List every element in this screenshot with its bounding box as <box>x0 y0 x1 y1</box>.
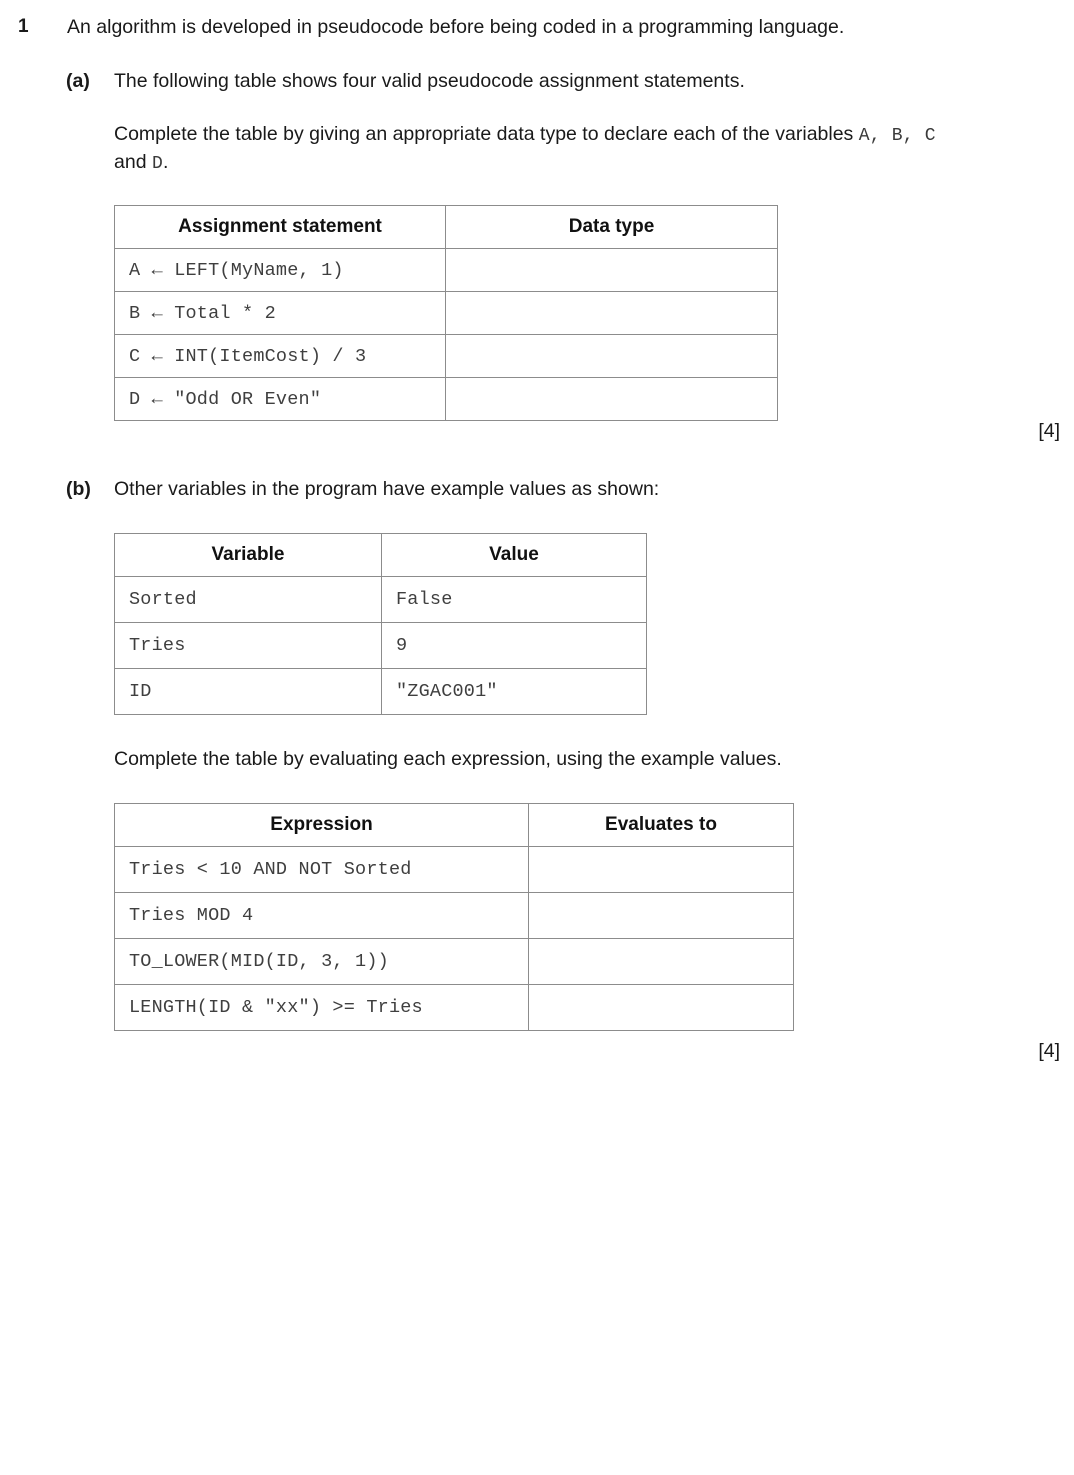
part-b-body <box>114 476 1060 503</box>
variable-value-cell: "ZGAC001" <box>382 669 647 715</box>
table-row <box>115 985 794 1031</box>
variable-name-cell: Sorted <box>115 577 382 623</box>
assignment-statement-cell: C ← INT(ItemCost) / 3 <box>115 335 446 378</box>
data-type-answer-cell[interactable] <box>446 292 778 335</box>
table-row <box>115 292 778 335</box>
table-row <box>115 893 794 939</box>
part-a-instruction-suffix: . <box>162 151 169 173</box>
variables-table-wrapper <box>114 533 647 715</box>
table-header-row <box>115 206 778 249</box>
expression-cell: LENGTH(ID & "xx") >= Tries <box>115 985 529 1031</box>
data-type-answer-cell[interactable] <box>446 249 778 292</box>
data-type-answer-cell[interactable] <box>446 335 778 378</box>
column-header-value: Value <box>382 534 647 577</box>
variable-value-cell: 9 <box>382 623 647 669</box>
column-header-expression: Expression <box>115 804 529 847</box>
expression-cell: Tries < 10 AND NOT Sorted <box>115 847 529 893</box>
variable-name-cell: ID <box>115 669 382 715</box>
marks-part-a: [4] <box>1038 420 1060 442</box>
part-a-instruction-prefix: Complete the table by giving an appropriate data type to declare each of the variables <box>114 122 859 145</box>
column-header-evaluates-to: Evaluates to <box>529 804 794 847</box>
assignment-statement-table-wrapper <box>114 205 778 421</box>
table-row <box>115 669 647 715</box>
evaluates-to-answer-cell[interactable] <box>529 939 794 985</box>
table-row <box>115 577 647 623</box>
expression-cell: Tries MOD 4 <box>115 893 529 939</box>
part-b-instruction: Complete the table by evaluating each expression, using the example values. <box>114 748 782 770</box>
column-header-variable: Variable <box>115 534 382 577</box>
table-row <box>115 335 778 378</box>
table-header-row <box>115 804 794 847</box>
part-a <box>0 68 1060 178</box>
data-type-answer-cell[interactable] <box>446 378 778 421</box>
assignment-statement-cell: D ← "Odd OR Even" <box>115 378 446 421</box>
expression-cell: TO_LOWER(MID(ID, 3, 1)) <box>115 939 529 985</box>
variable-name-cell: Tries <box>115 623 382 669</box>
table-row <box>115 623 647 669</box>
part-a-intro: The following table shows four valid pseudocode assignment statements. <box>114 70 745 92</box>
assignment-statement-table <box>114 205 778 421</box>
part-b-intro: Other variables in the program have example values as shown: <box>114 478 660 500</box>
part-a-body <box>114 68 1060 178</box>
variables-table <box>114 533 647 715</box>
evaluates-to-answer-cell[interactable] <box>529 847 794 893</box>
expressions-table-wrapper <box>114 803 794 1031</box>
assignment-statement-cell: B ← Total * 2 <box>115 292 446 335</box>
part-a-vars-abc: A, B, C <box>858 125 936 146</box>
part-b <box>0 476 1060 503</box>
variable-value-cell: False <box>382 577 647 623</box>
evaluates-to-answer-cell[interactable] <box>529 985 794 1031</box>
column-header-data-type: Data type <box>446 206 778 249</box>
question-number: 1 <box>18 16 29 37</box>
part-a-instruction <box>114 121 1060 178</box>
part-a-vars-d: D <box>151 154 163 174</box>
table-row <box>115 939 794 985</box>
marks-part-b: [4] <box>1038 1040 1060 1062</box>
table-row <box>115 847 794 893</box>
column-header-assignment-statement: Assignment statement <box>115 206 446 249</box>
evaluates-to-answer-cell[interactable] <box>529 893 794 939</box>
part-a-instruction-middle: and <box>114 151 152 173</box>
question-stem-row <box>0 14 1060 40</box>
part-b-label: (b) <box>66 478 91 500</box>
assignment-statement-cell: A ← LEFT(MyName, 1) <box>115 249 446 292</box>
question-stem-text: An algorithm is developed in pseudocode before being coded in a programming language. <box>67 16 845 38</box>
table-header-row <box>115 534 647 577</box>
table-row <box>115 378 778 421</box>
table-row <box>115 249 778 292</box>
expressions-table <box>114 803 794 1031</box>
part-a-label: (a) <box>66 70 90 92</box>
